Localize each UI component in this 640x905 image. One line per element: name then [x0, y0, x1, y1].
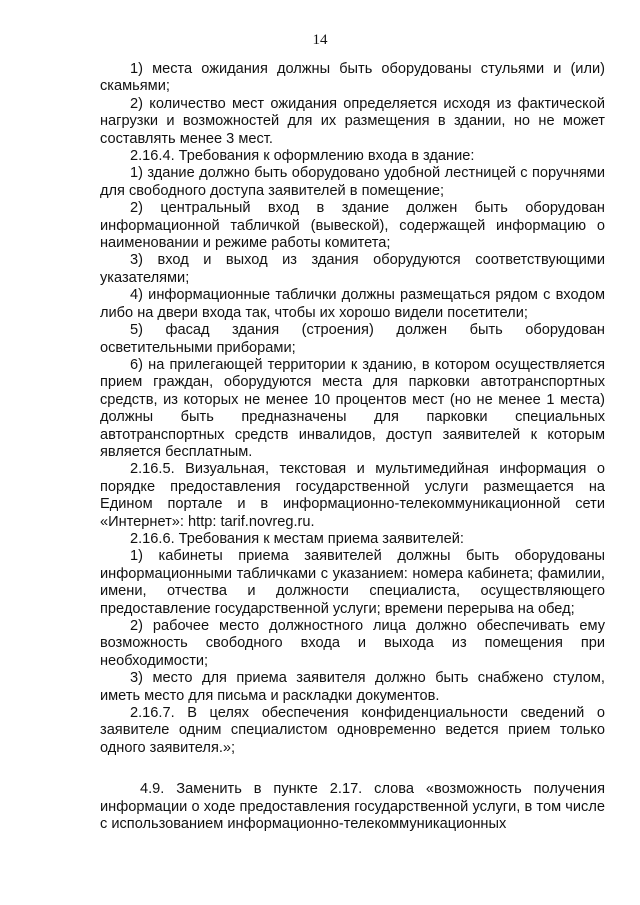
paragraph: 5) фасад здания (строения) должен быть оборудован осветительными приборами;	[100, 322, 605, 356]
paragraph: 3) вход и выход из здания оборудуются соответствующими указателями;	[100, 252, 605, 286]
paragraph: 4) информационные таблички должны размещаться рядом с входом либо на двери входа так, чтобы их хорошо видели посетители;	[100, 287, 605, 321]
paragraph: 2.16.7. В целях обеспечения конфиденциальности сведений о заявителе одним специалистом одновременно ведется прием только одного заявителя.»;	[100, 705, 605, 756]
paragraph: 2.16.6. Требования к местам приема заявителей:	[130, 530, 464, 547]
paragraph: 1) кабинеты приема заявителей должны быть оборудованы информационными табличками с указанием: номера кабинета; фамилии, имени, отчества и должности специалиста, осуществляющего предоставление государственной услуги; времени перерыва на обед;	[100, 548, 605, 617]
page-number: 14	[312, 32, 328, 48]
paragraph: 3) место для приема заявителя должно быть снабжено стулом, иметь место для письма и раскладки документов.	[100, 670, 605, 704]
paragraph: 2) количество мест ожидания определяется исходя из фактической нагрузки и возможностей для их размещения в здании, но не может составлять менее 3 мест.	[100, 95, 605, 147]
paragraph: 6) на прилегающей территории к зданию, в котором осуществляется прием граждан, оборудуются места для парковки автотранспортных средств, из которых не менее 10 процентов мест (но не менее 1 места) должны быть предназначены для парковки специальных автотранспортных средств инвалидов, доступ заявителей к которым является бесплатным.	[100, 356, 605, 460]
paragraph: 2.16.5. Визуальная, текстовая и мультимедийная информация о порядке предоставления государственной услуги размещается на Едином портале и в информационно-телекоммуникационной сети «Интернет»: http: tarif.novreg.ru.	[100, 461, 605, 530]
paragraph: 4.9. Заменить в пункте 2.17. слова «возможность получения информации о ходе предоставления государственной услуги, в том числе с использованием информационно-телекоммуникационных	[100, 781, 605, 833]
document-body	[100, 61, 605, 833]
paragraph: 2) рабочее место должностного лица должно обеспечивать ему возможность свободного входа и выхода из помещения при необходимости;	[100, 618, 605, 669]
paragraph: 2.16.4. Требования к оформлению входа в здание:	[130, 148, 475, 165]
paragraph: 1) места ожидания должны быть оборудованы стульями и (или) скамьями;	[100, 61, 605, 95]
paragraph: 1) здание должно быть оборудовано удобной лестницей с поручнями для свободного доступа заявителей в помещение;	[100, 165, 605, 199]
paragraph: 2) центральный вход в здание должен быть оборудован информационной табличкой (вывеской), содержащей информацию о наименовании и режиме работы комитета;	[100, 200, 605, 252]
